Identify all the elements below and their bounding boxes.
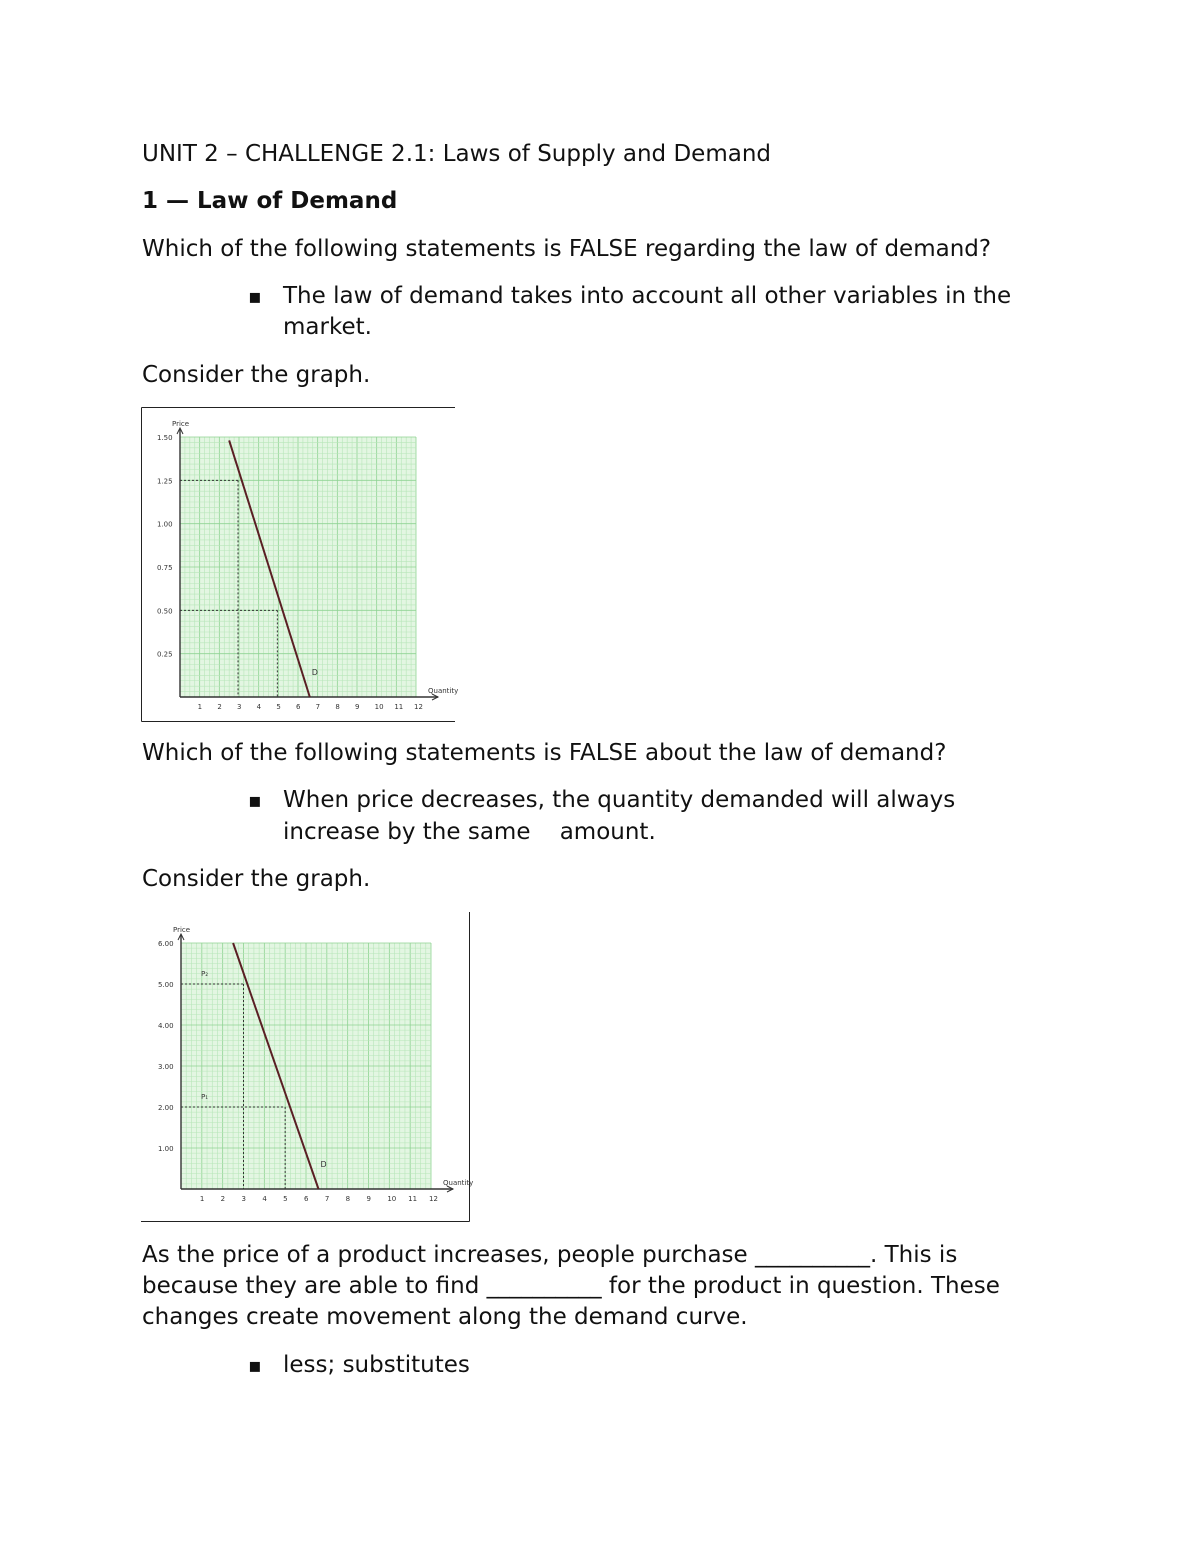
bullet-marker: ▪ [248, 284, 262, 308]
x-tick-label: 5 [276, 703, 281, 711]
x-tick-label: 3 [237, 703, 242, 711]
y-tick-label: 0.75 [157, 564, 173, 572]
x-tick-label: 2 [217, 703, 222, 711]
x-tick-label: 8 [335, 703, 340, 711]
y-tick-label: 2.00 [158, 1104, 174, 1112]
y-tick-label: 1.50 [157, 434, 173, 442]
consider-graph-1: Consider the graph. [142, 362, 371, 388]
x-tick-label: 12 [414, 703, 423, 711]
y-tick-label: 5.00 [158, 981, 174, 989]
x-tick-label: 8 [345, 1195, 351, 1203]
demand-graph-2-svg [141, 912, 474, 1222]
x-tick-label: 1 [197, 703, 203, 711]
x-axis-title: Quantity [428, 687, 459, 695]
question-3-line-1: As the price of a product increases, people purchase __________. This is [142, 1242, 958, 1268]
x-axis-title: Quantity [443, 1179, 474, 1187]
consider-graph-2: Consider the graph. [142, 866, 371, 892]
x-tick-label: 7 [324, 1195, 330, 1203]
x-tick-label: 3 [241, 1195, 246, 1203]
price-point-label: P₂ [201, 970, 209, 978]
demand-graph-1 [141, 407, 459, 722]
section-heading: 1 — Law of Demand [142, 188, 398, 214]
demand-curve-label: D [320, 1160, 327, 1169]
answer-1-line-2: market. [283, 314, 372, 340]
y-axis-title: Price [172, 420, 190, 428]
answer-2-line-1: When price decreases, the quantity demanded will always [283, 787, 956, 813]
y-tick-label: 1.00 [158, 1145, 174, 1153]
x-tick-label: 11 [408, 1195, 418, 1203]
y-tick-label: 1.25 [157, 477, 173, 486]
x-tick-label: 2 [220, 1195, 226, 1203]
price-point-label: P₁ [201, 1093, 209, 1101]
demand-graph-1-svg [141, 407, 459, 722]
x-tick-label: 5 [283, 1195, 288, 1203]
demand-graph-2 [141, 912, 474, 1222]
question-3-line-2: because they are able to find __________ for the product in question. These [142, 1273, 1000, 1299]
x-tick-label: 10 [387, 1195, 397, 1203]
x-tick-label: 9 [355, 703, 360, 711]
y-tick-label: 3.00 [158, 1063, 174, 1071]
y-tick-label: 6.00 [158, 940, 174, 948]
question-2: Which of the following statements is FALSE about the law of demand? [142, 740, 947, 766]
y-tick-label: 0.50 [157, 607, 173, 616]
x-tick-label: 11 [394, 703, 404, 711]
x-tick-label: 1 [199, 1195, 205, 1203]
y-axis-title: Price [173, 926, 191, 934]
y-tick-label: 4.00 [158, 1022, 174, 1030]
demand-curve-label: D [311, 668, 318, 677]
bullet-marker: ▪ [248, 788, 262, 812]
x-tick-label: 6 [304, 1195, 309, 1203]
answer-2-line-2: increase by the same amount. [283, 819, 656, 845]
y-tick-label: 0.25 [157, 650, 173, 659]
x-tick-label: 4 [262, 1195, 267, 1203]
bullet-marker: ▪ [248, 1353, 262, 1377]
answer-3: less; substitutes [283, 1352, 470, 1378]
question-1: Which of the following statements is FALSE regarding the law of demand? [142, 236, 992, 262]
x-tick-label: 7 [315, 703, 321, 711]
document-title: UNIT 2 – CHALLENGE 2.1: Laws of Supply and Demand [142, 141, 771, 167]
x-tick-label: 6 [296, 703, 301, 711]
x-tick-label: 10 [374, 703, 384, 711]
x-tick-label: 4 [256, 703, 262, 711]
question-3-line-3: changes create movement along the demand curve. [142, 1304, 748, 1330]
answer-1-line-1: The law of demand takes into account all other variables in the [283, 283, 1012, 309]
y-tick-label: 1.00 [157, 520, 173, 529]
x-tick-label: 12 [429, 1195, 438, 1203]
x-tick-label: 9 [366, 1195, 371, 1203]
